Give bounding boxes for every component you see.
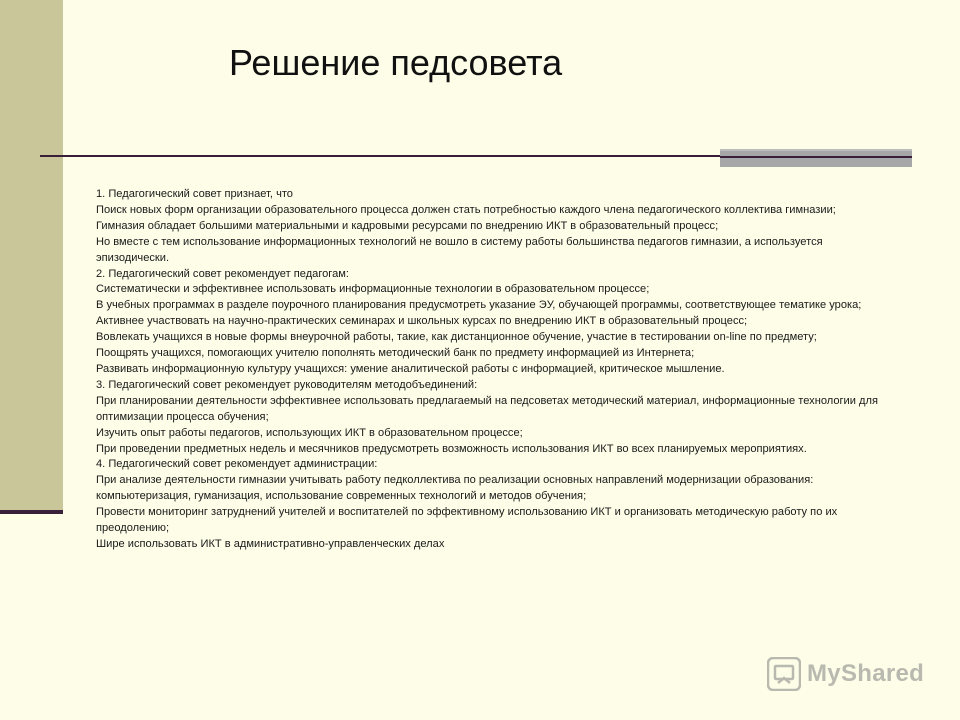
paragraph: Активнее участвовать на научно-практических семинарах и школьных курсах по внедрению ИКТ в образовательный процесс;: [96, 315, 748, 328]
paragraph: Вовлекать учащихся в новые формы внеурочной работы, такие, как дистанционное обучение, участие в тестировании on-line по предмету;: [96, 331, 817, 344]
paragraph: Поиск новых форм организации образовательного процесса должен стать потребностью каждого члена педагогического коллектива гимназии;: [96, 203, 836, 216]
paragraph: 1. Педагогический совет признает, что: [96, 188, 293, 200]
slide-title: Решение педсовета: [229, 42, 563, 83]
title-divider-accent: [720, 149, 912, 167]
left-decorative-band: [0, 0, 63, 512]
paragraph: При планировании деятельности эффективнее использовать предлагаемый на педсоветах методический материал, информационные технологии для оптимизации процесса обучения;: [96, 394, 878, 423]
paragraph: Гимназия обладает большими материальными и кадровыми ресурсами по внедрению ИКТ в образовательный процесс;: [96, 219, 719, 232]
paragraph: 4. Педагогический совет рекомендует администрации:: [96, 458, 378, 471]
paragraph: При анализе деятельности гимназии учитывать работу педколлектива по реализации основных направлений модернизации образования: компьютеризация, гуманизация, использование современных технологий и методов обучения;: [96, 474, 814, 503]
paragraph: 2. Педагогический совет рекомендует педагогам:: [96, 267, 349, 280]
paragraph: Изучить опыт работы педагогов, использующих ИКТ в образовательном процессе;: [96, 426, 523, 439]
watermark-text: MyShared: [807, 660, 925, 687]
paragraph: Провести мониторинг затруднений учителей и воспитателей по эффективному использованию ИКТ и организовать методическую работу по их преодолению;: [96, 506, 838, 535]
myshared-logo-icon: [767, 657, 801, 691]
paragraph: Систематически и эффективнее использовать информационные технологии в образовательном процессе;: [96, 283, 650, 296]
paragraph: 3. Педагогический совет рекомендует руководителям методобъединений:: [96, 378, 478, 391]
paragraph: При проведении предметных недель и месячников предусмотреть возможность использования ИКТ во всех планируемых мероприятиях.: [96, 442, 807, 455]
paragraph: Шире использовать ИКТ в административно-управленческих делах: [96, 537, 445, 550]
paragraph: Поощрять учащихся, помогающих учителю пополнять методический банк по предмету информацией из Интернета;: [96, 347, 695, 360]
left-band-underline: [0, 510, 63, 514]
paragraph: Развивать информационную культуру учащихся: умение аналитической работы с информацией, критическое мышление.: [96, 362, 725, 375]
paragraph: В учебных программах в разделе поурочного планирования предусмотреть указание ЭУ, обучающей программы, соответствующее тематике урока;: [96, 299, 862, 312]
myshared-watermark: [767, 656, 924, 692]
slide-body: [96, 187, 896, 553]
paragraph: Но вместе с тем использование информационных технологий не вошло в систему работы большинства педагогов гимназии, а используется эпизодически.: [96, 235, 823, 264]
